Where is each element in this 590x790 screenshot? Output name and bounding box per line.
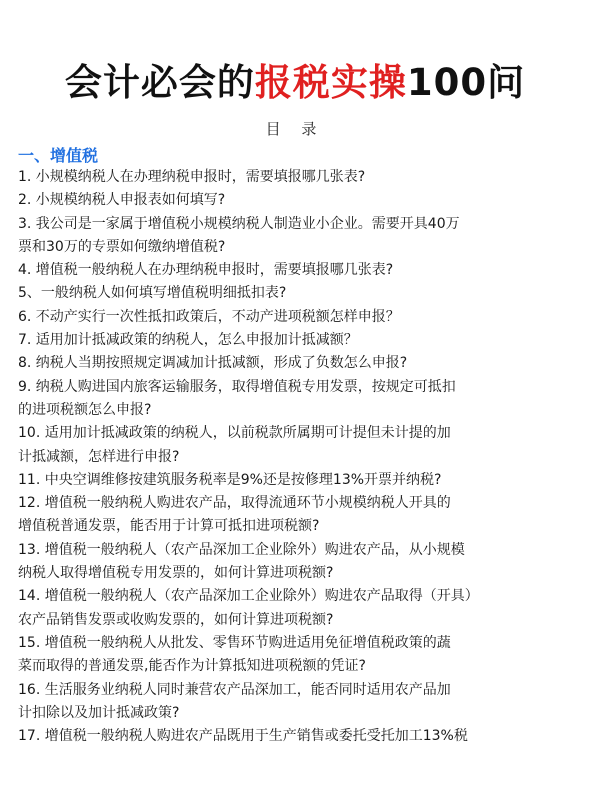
section-heading: 一、增值税	[18, 146, 99, 165]
question-line: 7. 适用加计抵减政策的纳税人，怎么申报加计抵减额？	[18, 332, 358, 349]
question-line: 15. 增值税一般纳税人从批发、零售环节购进适用免征增值税政策的蔬	[18, 634, 451, 651]
question-line: 4. 增值税一般纳税人在办理纳税申报时，需要填报哪几张表?	[18, 262, 394, 279]
title-part-3: 100问	[406, 61, 526, 104]
question-line: 2. 小规模纳税人申报表如何填写?	[18, 192, 226, 209]
question-line: 菜而取得的普通发票,能否作为计算抵知进项税额的凭证?	[18, 658, 366, 675]
question-line: 17. 增值税一般纳税人购进农产品既用于生产销售或委托受托加工13%税	[18, 728, 468, 745]
question-line: 13. 增值税一般纳税人（农产品深加工企业除外）购进农产品，从小规模	[18, 541, 465, 558]
toc-heading: 目 录	[265, 120, 325, 138]
title-part-1: 会计必会的	[64, 61, 255, 104]
question-line: 计抵减额，怎样进行申报?	[18, 448, 180, 465]
question-line: 8. 纳税人当期按照规定调减加计抵减额，形成了负数怎么申报?	[18, 355, 408, 372]
question-line: 16. 生活服务业纳税人同时兼营农产品深加工，能否同时适用农产品加	[18, 681, 451, 698]
question-line: 农产品销售发票或收购发票的，如何计算进项税额?	[18, 611, 334, 628]
question-line: 票和30万的专票如何缴纳增值税?	[18, 238, 226, 255]
question-line: 1. 小规模纳税人在办理纳税申报时，需要填报哪几张表?	[18, 169, 366, 185]
question-line: 10. 适用加计抵减政策的纳税人，以前税款所属期可计提但未计提的加	[18, 425, 451, 442]
question-line: 14. 增值税一般纳税人（农产品深加工企业除外）购进农产品取得（开具）	[18, 588, 479, 605]
question-line: 5、一般纳税人如何填写增值税明细抵扣表?	[18, 285, 287, 302]
document-title	[0, 52, 590, 106]
question-line: 纳税人取得增值税专用发票的，如何计算进项税额?	[18, 565, 334, 582]
question-line: 的进项税额怎么申报?	[18, 401, 152, 418]
question-line: 增值税普通发票，能否用于计算可抵扣进项税额?	[18, 518, 320, 535]
question-line: 12. 增值税一般纳税人购进农产品，取得流通环节小规模纳税人开具的	[18, 495, 451, 512]
question-line: 6. 不动产实行一次性抵扣政策后，不动产进项税额怎样申报？	[18, 308, 400, 325]
question-line: 3. 我公司是一家属于增值税小规模纳税人制造业小企业。需要开具40万	[18, 215, 460, 232]
title-highlight: 报税实操	[254, 61, 407, 104]
question-line: 9. 纳税人购进国内旅客运输服务，取得增值税专用发票，按规定可抵扣	[18, 378, 456, 395]
question-list	[18, 166, 578, 748]
question-line: 11. 中央空调维修按建筑服务税率是9%还是按修理13%开票并纳税?	[18, 471, 442, 488]
question-line: 计扣除以及加计抵减政策?	[18, 704, 180, 721]
